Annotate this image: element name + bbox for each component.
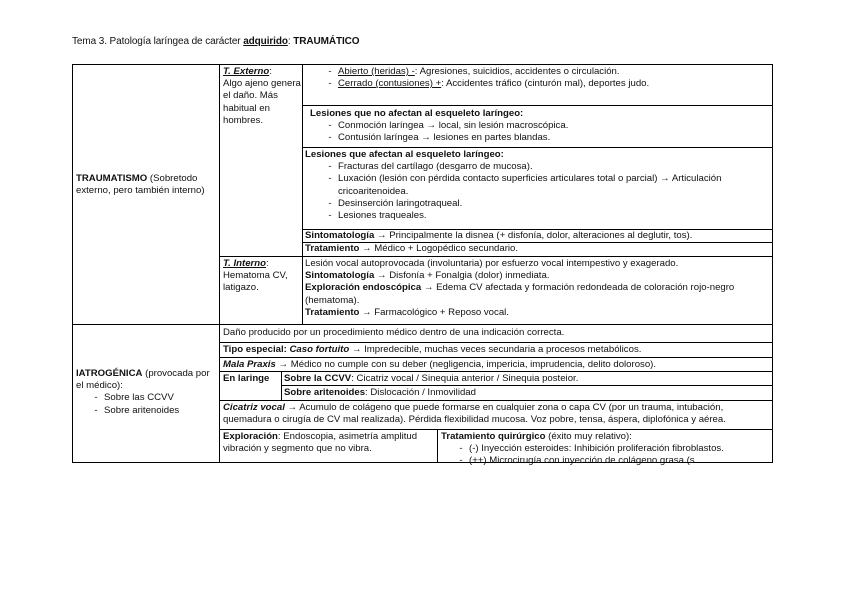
- row-divider: [281, 371, 282, 400]
- mala-praxis: Mala Praxis → Médico no cumple con su deber (negligencia, impericia, imprudencia, delito doloroso).: [223, 359, 657, 370]
- row-divider: [219, 400, 772, 401]
- list-item: - (-) Inyección esteroides: Inhibición proliferación fibroblastos.: [459, 443, 724, 455]
- internal-content: Lesión vocal autoprovocada (involuntaria) por esfuerzo vocal intempestivo y exagerado. Sintomatología → Disfonía + Fonalgia (dolor) inmediata. Exploración endoscópica → Edema CV afectada y formación redondeada de coloración rojo-negro (hematoma). Tratamiento → Farmacológico + Reposo vocal.: [305, 258, 735, 318]
- row-divider: [437, 429, 438, 462]
- trauma-label: TRAUMATISMO (Sobretodo externo, pero también interno): [76, 173, 205, 197]
- external-heading: T. Externo: [223, 66, 270, 77]
- external-heading-cell: T. Externo: Algo ajeno genera el daño. Más habitual en hombres.: [223, 66, 301, 126]
- external-treatment: Tratamiento → Médico + Logopédico secundario.: [305, 243, 519, 254]
- external-desc: Algo ajeno genera el daño. Más habitual en hombres.: [223, 78, 301, 126]
- list-item: - Cerrado (contusiones) +: Accidentes tráfico (cinturón mal), deportes judo.: [328, 78, 650, 90]
- external-symptoms: Sintomatología → Principalmente la disnea (+ disfonía, dolor, alteraciones al deglutir, tos).: [305, 230, 693, 241]
- internal-desc: Hematoma CV, latigazo.: [223, 270, 288, 294]
- list-item: - Sobre las CCVV: [94, 392, 174, 404]
- table-divider: [219, 64, 220, 462]
- list-item: - Conmoción laríngea → local, sin lesión macroscópica.: [328, 120, 569, 132]
- list-item: - Lesiones traqueales.: [328, 210, 427, 222]
- vocal-scar: Cicatriz vocal → Acumulo de colágeno que puede formarse en cualquier zona o capa CV (por un trauma, intubación, quemadura o cirugía de CV mal realizada). Pérdida flexibilidad mucosa. Voz pobre, tensa, áspera, diplofónica y aérea.: [223, 402, 726, 426]
- open-closed-list: [322, 66, 770, 90]
- table-border: [72, 64, 73, 462]
- row-divider: [302, 147, 772, 148]
- internal-heading-cell: T. Interno: Hematoma CV, latigazo.: [223, 258, 288, 294]
- internal-heading: T. Interno: [223, 258, 266, 269]
- no-skeleton-lesions: Lesiones que no afectan al esqueleto laríngeo: - Conmoción laríngea → local, sin lesión macroscópica. - Contusión laríngea → lesiones en partes blandas.: [310, 108, 770, 145]
- row-divider: [219, 357, 772, 358]
- skeleton-lesions: Lesiones que afectan al esqueleto laríngeo: - Fracturas del cartílago (desgarro de mucosa). - Luxación (lesión con pérdida contacto superficies articulares total o parcial) → Articulación cricoaritenoidea. - Desinserción laringotraqueal. - Lesiones traqueales.: [305, 149, 770, 222]
- surgical-treatment: Tratamiento quirúrgico (éxito muy relativo): - (-) Inyección esteroides: Inhibición proliferación fibroblastos. - (++) Microcirugía con inyección de colágeno grasa (s: [441, 431, 771, 468]
- special-case: Tipo especial: Caso fortuito → Impredecible, muchas veces secundaria a procesos metabólicos.: [223, 344, 642, 355]
- list-item: - Fracturas del cartílago (desgarro de mucosa).: [328, 161, 533, 173]
- row-divider: [219, 342, 772, 343]
- iatrogenic-label: IATROGÉNICA (provocada por el médico): - Sobre las CCVV - Sobre aritenoides: [76, 368, 218, 417]
- list-item: - Desinserción laringotraqueal.: [328, 197, 463, 209]
- iatrogenic-definition: Daño producido por un procedimiento médico dentro de una indicación correcta.: [223, 327, 565, 338]
- larynx-aritenoides: Sobre aritenoides: Dislocación / Inmovilidad: [284, 387, 476, 398]
- list-item: - Contusión laríngea → lesiones en partes blandas.: [328, 132, 551, 144]
- page-title: Tema 3. Patología laríngea de carácter adquirido: TRAUMÁTICO: [72, 36, 360, 47]
- list-item: - Sobre aritenoides: [94, 404, 180, 416]
- row-divider: [219, 256, 772, 257]
- list-item: - Luxación (lesión con pérdida contacto superficies articulares total o parcial) → Articulación cricoaritenoidea.: [328, 173, 722, 197]
- row-divider: [219, 429, 772, 430]
- row-divider: [302, 105, 772, 106]
- list-item: - (++) Microcirugía con inyección de colágeno grasa (s: [459, 455, 695, 467]
- larynx-label: En laringe: [223, 373, 270, 384]
- section-divider: [72, 324, 772, 325]
- list-item: - Abierto (heridas) -: Agresiones, suicidios, accidentes o circulación.: [328, 66, 620, 77]
- table-divider: [302, 64, 303, 324]
- table-border: [72, 64, 773, 65]
- exploration: Exploración: Endoscopia, asimetría amplitud vibración y segmento que no vibra.: [223, 431, 418, 455]
- larynx-ccvv: Sobre la CCVV: Cicatriz vocal / Sinequia anterior / Sinequia posteior.: [284, 373, 579, 384]
- table-border: [772, 64, 773, 462]
